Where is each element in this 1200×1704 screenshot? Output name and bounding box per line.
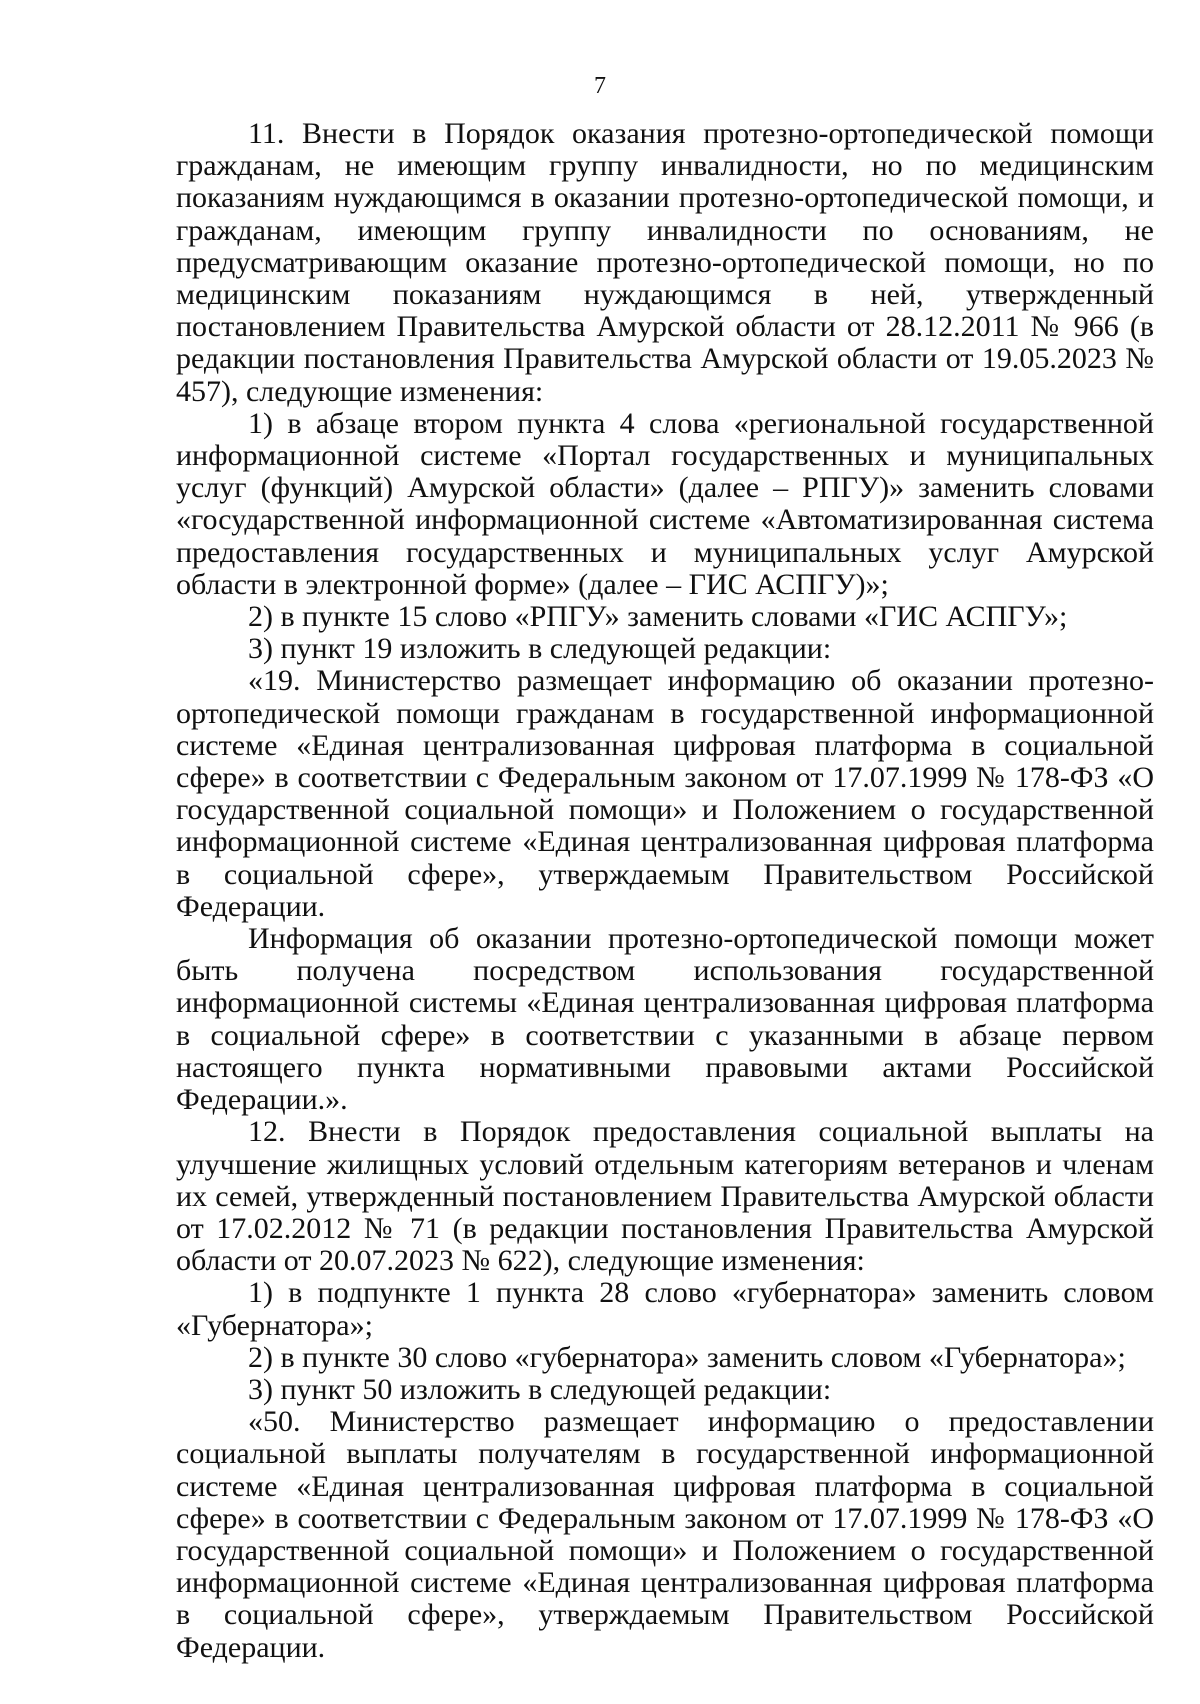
paragraph-subitem-11-1: 1) в абзаце втором пункта 4 слова «региональной государственной информационной системе «Портал государственных и муниципальных услуг (функций) Амурской области» (далее – РПГУ)» заменить словами «государственной информационной системе «Автоматизированная система предоставления государственных и муниципальных услуг Амурской области в электронной форме» (далее – ГИС АСПГУ)»; xyxy=(176,406,1154,601)
paragraph-quoted-point-19: «19. Министерство размещает информацию об оказании протезно-ортопедической помощи гражданам в государственной информационной системе «Единая централизованная цифровая платформа в социальной сфере» в соответствии с Федеральным законом от 17.07.1999 № 178-ФЗ «О государственной социальной помощи» и Положением о государственной информационной системе «Единая централизованная цифровая платформа в социальной сфере», утверждаемым Правительством Российской Федерации. xyxy=(176,664,1154,923)
page-number: 7 xyxy=(594,73,606,99)
paragraph-item-11: 11. Внести в Порядок оказания протезно-ортопедической помощи гражданам, не имеющим группу инвалидности, но по медицинским показаниям нуждающимся в оказании протезно-ортопедической помощи, и гражданам, имеющим группу инвалидности по основаниям, не предусматривающим оказание протезно-ортопедической помощи, но по медицинским показаниям нуждающимся в ней, утвержденный постановлением Правительства Амурской области от 28.12.2011 № 966 (в редакции постановления Правительства Амурской области от 19.05.2023 № 457), следующие изменения: xyxy=(176,117,1154,408)
document-body xyxy=(176,118,1154,1664)
paragraph-subitem-11-3: 3) пункт 19 изложить в следующей редакции: xyxy=(248,632,832,666)
paragraph-item-12: 12. Внести в Порядок предоставления социальной выплаты на улучшение жилищных условий отдельным категориям ветеранов и членам их семей, утвержденный постановлением Правительства Амурской области от 17.02.2012 № 71 (в редакции постановления Правительства Амурской области от 20.07.2023 № 622), следующие изменения: xyxy=(176,1115,1154,1278)
paragraph-subitem-11-2: 2) в пункте 15 слово «РПГУ» заменить словами «ГИС АСПГУ»; xyxy=(248,600,1068,634)
paragraph-subitem-12-2: 2) в пункте 30 слово «губернатора» заменить словом «Губернатора»; xyxy=(248,1340,1126,1374)
paragraph-subitem-12-3: 3) пункт 50 изложить в следующей редакции: xyxy=(248,1372,832,1406)
paragraph-quoted-point-50: «50. Министерство размещает информацию о предоставлении социальной выплаты получателям в государственной информационной системе «Единая централизованная цифровая платформа в социальной сфере» в соответствии с Федеральным законом от 17.07.1999 № 178-ФЗ «О государственной социальной помощи» и Положением о государственной информационной системе «Единая централизованная цифровая платформа в социальной сфере», утверждаемым Правительством Российской Федерации. xyxy=(176,1405,1154,1664)
paragraph-subitem-12-1: 1) в подпункте 1 пункта 28 слово «губернатора» заменить словом «Губернатора»; xyxy=(176,1276,1154,1342)
paragraph-quoted-point-19-part-2: Информация об оказании протезно-ортопедической помощи может быть получена посредством использования государственной информационной системы «Единая централизованная цифровая платформа в социальной сфере» в соответствии с указанными в абзаце первом настоящего пункта нормативными правовыми актами Российской Федерации.». xyxy=(176,922,1154,1117)
